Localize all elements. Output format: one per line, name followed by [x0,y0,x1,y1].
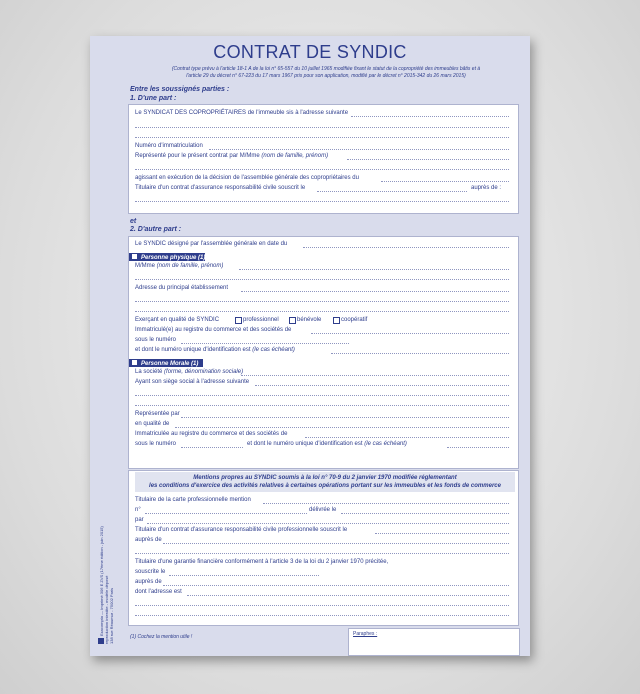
card-line[interactable] [263,503,509,504]
syndicate-address-line-3[interactable] [135,137,509,138]
pro-insurance-line[interactable] [375,533,509,534]
professional-checkbox[interactable] [235,317,242,324]
designated-date-line[interactable] [303,247,509,248]
cooperative-checkbox[interactable] [333,317,340,324]
by-label: par [135,517,144,523]
insurance-line-2[interactable] [135,201,509,202]
with2-line[interactable] [163,585,509,586]
by-line[interactable] [147,523,509,524]
subtitle-line-1: (Contrat type prévu à l'article 18-1 A de la loi n° 65-557 du 10 juillet 1965 modifiée fixant le statut de la copropriété des immeubles bâtis et à [171,66,481,72]
volunteer-label: bénévole [297,317,322,323]
professional-label: professionnel [243,317,279,323]
guarantee-address-line-2[interactable] [135,605,509,606]
as-label: en qualité de [135,421,170,427]
number2-line[interactable] [181,447,243,448]
guarantee-address-line-1[interactable] [187,595,509,596]
contract-sheet [90,36,530,656]
side-imprint: Exacompta — Imprimé 306 E ZVS (17ème édition - juin 2015) reproduction interdite - modèle déposé 138 rue Réaumur - 75002 Paris [98,454,114,644]
mentions-box [128,470,519,626]
seat-line-2[interactable] [135,395,509,396]
unique-id2-label: et dont le numéro unique d'identification est (le cas échéant) [247,441,407,447]
guarantee-address-line-3[interactable] [135,615,509,616]
part1-box [128,104,519,214]
and-label: et [130,218,137,225]
mentions-title-2: les conditions d'exercice des activités relatives à certaines opérations portant sur les immeubles et les fonds de commerce [149,483,501,489]
subscribed-line[interactable] [169,575,319,576]
page-title: CONTRAT DE SYNDIC [213,42,407,62]
card-no-label: n° [135,507,141,513]
volunteer-checkbox[interactable] [289,317,296,324]
insurance-date-line[interactable] [317,191,467,192]
syndicate-address-line-1[interactable] [351,116,509,117]
registered-line[interactable] [311,333,509,334]
syndicate-address-line-2[interactable] [135,127,509,128]
mme-label: M/Mme (nom de famille, prénom) [135,263,224,269]
address-line-1[interactable] [241,291,509,292]
acting-line[interactable] [381,181,509,182]
initials-label: Paraphes : [353,631,378,637]
subscribed-label: souscrite le [135,569,166,575]
initials-box[interactable] [348,628,520,656]
parties-heading: Entre les soussignés parties : [130,86,230,93]
mme-line-2[interactable] [135,279,509,280]
card-no-line[interactable] [145,513,307,514]
company-line[interactable] [241,375,509,376]
designated-label: Le SYNDIC désigné par l'assemblée générale en date du [135,241,288,247]
with-line[interactable] [163,543,509,544]
subtitle [136,66,516,80]
unique-id-line[interactable] [331,353,509,354]
side-line-2: reproduction interdite - modèle déposé [104,575,109,644]
represented-by-line[interactable] [181,417,509,418]
exercising-label: Exerçant en qualité de SYNDIC [135,317,220,323]
card-label: Titulaire de la carte professionnelle mention [135,497,251,503]
part1-heading: 1. D'une part : [130,95,177,102]
represented-line-2[interactable] [135,169,509,170]
registered-label: Immatriculé(e) au registre du commerce et des sociétés de [135,327,292,333]
registered2-label: Immatriculée au registre du commerce et des sociétés de [135,431,288,437]
footnote: (1) Cochez la mention utile ! [130,634,193,640]
registration-label: Numéro d'immatriculation [135,143,203,149]
delivered-label: délivrée le [309,507,337,513]
pro-insurance-label: Titulaire d'un contrat d'assurance responsabilité civile professionnelle souscrit le [135,527,348,533]
guarantee-label: Titulaire d'une garantie financière conformément à l'article 3 de la loi du 2 janvier 1970 précitée, [135,559,389,565]
with-label: auprès de [135,537,162,543]
insurance-with-label: auprès de : [471,185,502,191]
delivered-line[interactable] [341,513,509,514]
subtitle-line-2: l'article 29 du décret n° 67-223 du 17 mars 1967 pris pour son application, modifié par le décret n° 2015-342 du 26 mars 2015) [186,73,466,79]
acting-label: agissant en exécution de la décision de l'assemblée générale des copropriétaires du [135,175,359,181]
seat-line-1[interactable] [255,385,509,386]
company-label: La société (forme, dénomination sociale) [135,369,244,375]
moral-person-bar[interactable]: Personne Morale (1) [129,359,203,367]
number-line[interactable] [181,343,349,344]
registered2-line[interactable] [305,437,509,438]
unique-id2-line[interactable] [447,447,509,448]
part2-box [128,236,519,469]
address-label: Adresse du principal établissement [135,285,229,291]
represented-by-label: Représentée par [135,411,180,417]
physical-person-checkbox[interactable] [131,253,138,260]
side-line-1: Imprimé 306 E ZVS (17ème édition - juin 2015) [99,526,104,610]
number-label: sous le numéro [135,337,177,343]
address-line-3[interactable] [135,311,509,312]
as-line[interactable] [175,427,509,428]
with-line-2[interactable] [135,553,509,554]
with2-label: auprès de [135,579,162,585]
represented-line-1[interactable] [347,159,509,160]
side-line-3: 138 rue Réaumur - 75002 Paris [109,587,114,644]
physical-person-bar[interactable]: Personne physique (1) [129,253,205,261]
number2-label: sous le numéro [135,441,177,447]
seat-label: Ayant son siège social à l'adresse suivante [135,379,250,385]
unique-id-label: et dont le numéro unique d'identification est (le cas échéant) [135,347,295,353]
address-line-2[interactable] [135,301,509,302]
moral-person-checkbox[interactable] [131,359,138,366]
guarantee-address-label: dont l'adresse est [135,589,182,595]
syndicate-label: Le SYNDICAT DES COPROPRIÉTAIRES de l'immeuble sis à l'adresse suivante [135,110,349,116]
seat-line-3[interactable] [135,405,509,406]
mme-line-1[interactable] [239,269,509,270]
registration-line[interactable] [209,149,509,150]
mentions-header [135,472,515,492]
mentions-title-1: Mentions propres au SYNDIC soumis à la loi n° 70-9 du 2 janvier 1970 modifiée réglementant [193,475,457,481]
part2-heading: 2. D'autre part : [130,226,182,233]
insurance-label: Titulaire d'un contrat d'assurance responsabilité civile souscrit le [135,185,306,191]
represented-label: Représenté pour le présent contrat par M/Mme (nom de famille, prénom) [135,153,329,159]
side-brand: Exacompta [99,615,104,636]
cooperative-label: coopératif [341,317,368,323]
